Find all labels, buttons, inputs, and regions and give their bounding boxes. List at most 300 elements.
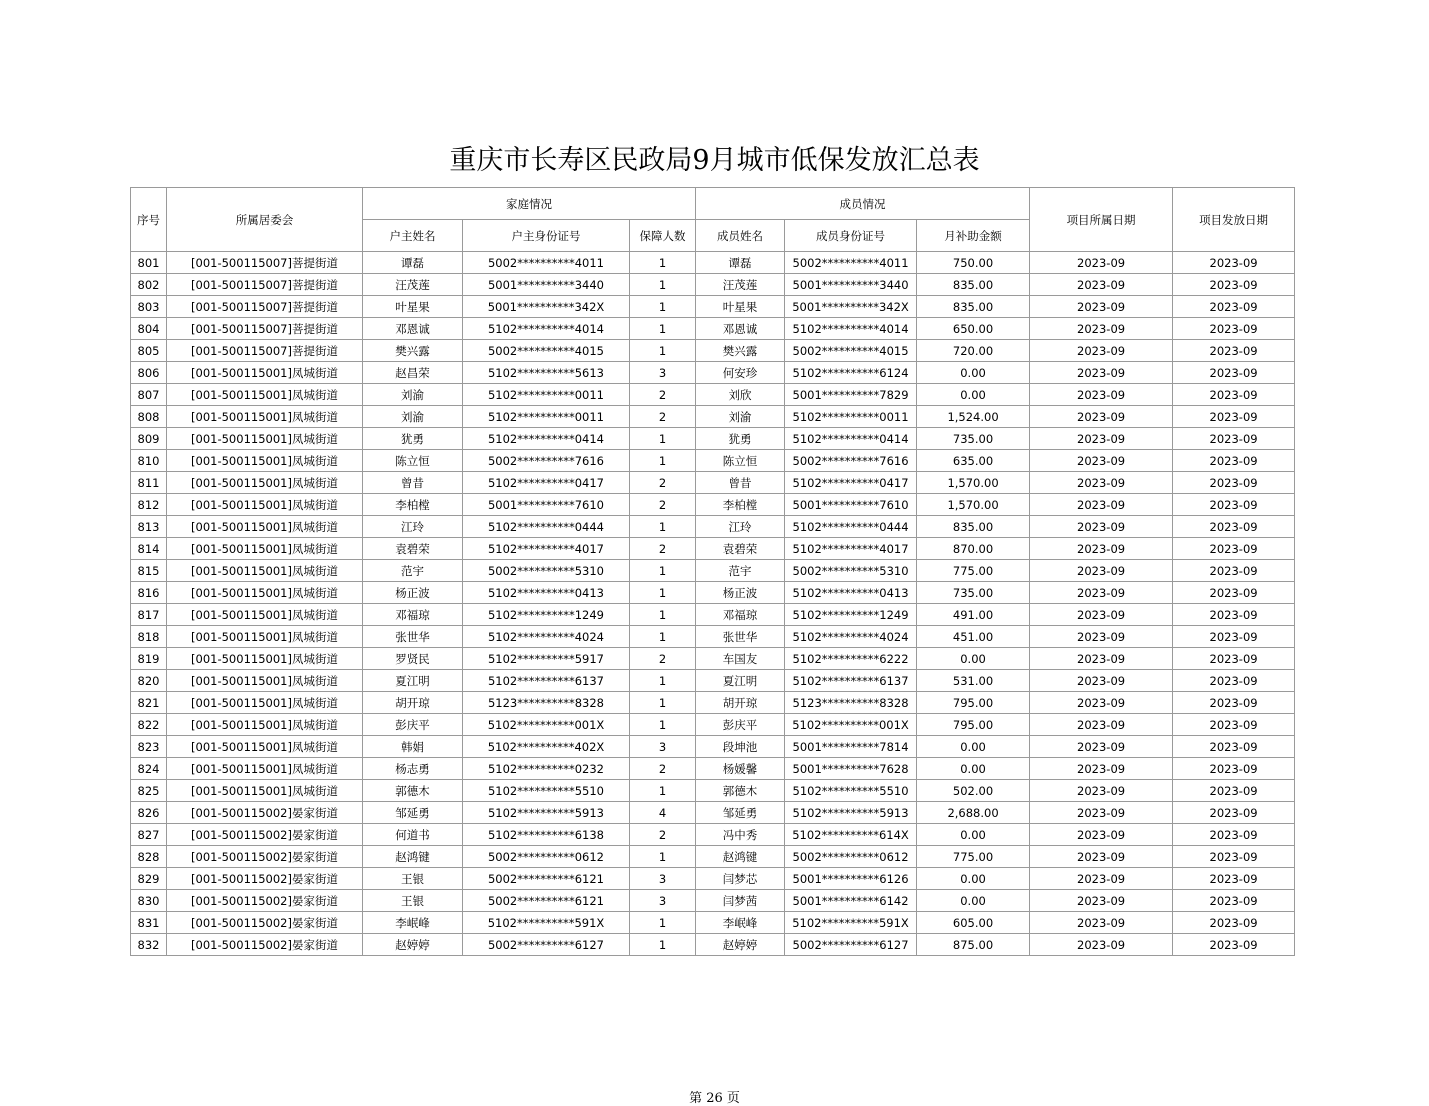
cell-member-id: 5001**********6142 [785, 890, 917, 912]
cell-project-date: 2023-09 [1030, 758, 1173, 780]
cell-project-date: 2023-09 [1030, 912, 1173, 934]
cell-project-date: 2023-09 [1030, 538, 1173, 560]
cell-seq: 804 [131, 318, 167, 340]
cell-member-id: 5102**********6137 [785, 670, 917, 692]
cell-seq: 810 [131, 450, 167, 472]
cell-project-date: 2023-09 [1030, 450, 1173, 472]
table-row [131, 340, 1295, 362]
cell-head-name: 范宇 [363, 560, 463, 582]
cell-project-date: 2023-09 [1030, 648, 1173, 670]
cell-member-name: 赵婷婷 [696, 934, 785, 956]
cell-count: 1 [630, 296, 696, 318]
cell-head-name: 刘渝 [363, 406, 463, 428]
cell-head-id: 5102**********5913 [463, 802, 630, 824]
table-row [131, 604, 1295, 626]
cell-member-name: 犹勇 [696, 428, 785, 450]
cell-seq: 815 [131, 560, 167, 582]
cell-head-id: 5102**********0011 [463, 384, 630, 406]
cell-project-date: 2023-09 [1030, 582, 1173, 604]
cell-amount: 735.00 [917, 582, 1030, 604]
cell-head-id: 5102**********6137 [463, 670, 630, 692]
cell-member-id: 5001**********7814 [785, 736, 917, 758]
cell-head-name: 邓恩诚 [363, 318, 463, 340]
cell-head-name: 胡开琼 [363, 692, 463, 714]
cell-member-name: 邹延勇 [696, 802, 785, 824]
cell-committee: [001-500115001]凤城街道 [167, 516, 363, 538]
cell-head-name: 李柏樘 [363, 494, 463, 516]
cell-head-name: 王银 [363, 868, 463, 890]
cell-project-date: 2023-09 [1030, 494, 1173, 516]
table-body [131, 252, 1295, 956]
cell-member-id: 5102**********5510 [785, 780, 917, 802]
cell-member-name: 彭庆平 [696, 714, 785, 736]
cell-head-id: 5002**********6121 [463, 868, 630, 890]
header-committee: 所属居委会 [167, 188, 363, 252]
cell-head-name: 曾昔 [363, 472, 463, 494]
cell-seq: 802 [131, 274, 167, 296]
header-head-name: 户主姓名 [363, 220, 463, 252]
cell-member-name: 李岷峰 [696, 912, 785, 934]
cell-amount: 1,524.00 [917, 406, 1030, 428]
cell-head-id: 5102**********0444 [463, 516, 630, 538]
cell-member-id: 5102**********0011 [785, 406, 917, 428]
cell-member-id: 5102**********4017 [785, 538, 917, 560]
cell-project-date: 2023-09 [1030, 890, 1173, 912]
cell-seq: 832 [131, 934, 167, 956]
cell-project-date: 2023-09 [1030, 340, 1173, 362]
cell-seq: 807 [131, 384, 167, 406]
header-head-id: 户主身份证号 [463, 220, 630, 252]
cell-member-name: 张世华 [696, 626, 785, 648]
cell-committee: [001-500115001]凤城街道 [167, 736, 363, 758]
cell-issue-date: 2023-09 [1173, 340, 1295, 362]
cell-committee: [001-500115002]晏家街道 [167, 868, 363, 890]
cell-project-date: 2023-09 [1030, 406, 1173, 428]
cell-committee: [001-500115007]菩提街道 [167, 296, 363, 318]
cell-amount: 0.00 [917, 890, 1030, 912]
allowance-table [130, 187, 1295, 956]
cell-project-date: 2023-09 [1030, 802, 1173, 824]
cell-project-date: 2023-09 [1030, 780, 1173, 802]
table-row [131, 450, 1295, 472]
cell-member-name: 陈立恒 [696, 450, 785, 472]
cell-head-id: 5102**********0417 [463, 472, 630, 494]
cell-amount: 0.00 [917, 736, 1030, 758]
cell-seq: 803 [131, 296, 167, 318]
cell-amount: 775.00 [917, 560, 1030, 582]
cell-committee: [001-500115001]凤城街道 [167, 626, 363, 648]
cell-committee: [001-500115001]凤城街道 [167, 362, 363, 384]
cell-project-date: 2023-09 [1030, 274, 1173, 296]
cell-member-name: 江玲 [696, 516, 785, 538]
cell-member-name: 谭磊 [696, 252, 785, 274]
cell-count: 1 [630, 428, 696, 450]
cell-head-name: 邹延勇 [363, 802, 463, 824]
cell-project-date: 2023-09 [1030, 428, 1173, 450]
cell-committee: [001-500115007]菩提街道 [167, 318, 363, 340]
cell-committee: [001-500115002]晏家街道 [167, 802, 363, 824]
cell-count: 2 [630, 824, 696, 846]
cell-seq: 806 [131, 362, 167, 384]
cell-committee: [001-500115001]凤城街道 [167, 450, 363, 472]
cell-count: 4 [630, 802, 696, 824]
cell-head-name: 叶星果 [363, 296, 463, 318]
cell-amount: 635.00 [917, 450, 1030, 472]
table-row [131, 692, 1295, 714]
table-row [131, 362, 1295, 384]
cell-project-date: 2023-09 [1030, 934, 1173, 956]
cell-issue-date: 2023-09 [1173, 692, 1295, 714]
table-row [131, 758, 1295, 780]
cell-head-id: 5002**********7616 [463, 450, 630, 472]
cell-member-id: 5102**********6222 [785, 648, 917, 670]
cell-issue-date: 2023-09 [1173, 318, 1295, 340]
cell-head-name: 赵婷婷 [363, 934, 463, 956]
cell-head-id: 5002**********6121 [463, 890, 630, 912]
cell-issue-date: 2023-09 [1173, 604, 1295, 626]
cell-count: 1 [630, 934, 696, 956]
cell-member-id: 5001**********342X [785, 296, 917, 318]
cell-amount: 835.00 [917, 516, 1030, 538]
cell-amount: 835.00 [917, 296, 1030, 318]
cell-project-date: 2023-09 [1030, 736, 1173, 758]
cell-count: 1 [630, 714, 696, 736]
cell-head-id: 5102**********4024 [463, 626, 630, 648]
cell-member-name: 闫梦芯 [696, 868, 785, 890]
cell-count: 1 [630, 670, 696, 692]
table-row [131, 626, 1295, 648]
cell-head-id: 5102**********1249 [463, 604, 630, 626]
cell-project-date: 2023-09 [1030, 714, 1173, 736]
cell-amount: 650.00 [917, 318, 1030, 340]
cell-head-id: 5102**********0414 [463, 428, 630, 450]
cell-head-id: 5001**********342X [463, 296, 630, 318]
cell-amount: 795.00 [917, 692, 1030, 714]
cell-issue-date: 2023-09 [1173, 670, 1295, 692]
cell-issue-date: 2023-09 [1173, 912, 1295, 934]
cell-member-name: 车国友 [696, 648, 785, 670]
cell-head-name: 张世华 [363, 626, 463, 648]
cell-count: 2 [630, 538, 696, 560]
cell-committee: [001-500115007]菩提街道 [167, 274, 363, 296]
cell-count: 1 [630, 340, 696, 362]
cell-seq: 818 [131, 626, 167, 648]
cell-amount: 870.00 [917, 538, 1030, 560]
cell-member-name: 邓福琼 [696, 604, 785, 626]
cell-issue-date: 2023-09 [1173, 428, 1295, 450]
header-issue-date: 项目发放日期 [1173, 188, 1295, 252]
cell-issue-date: 2023-09 [1173, 890, 1295, 912]
cell-issue-date: 2023-09 [1173, 802, 1295, 824]
cell-amount: 605.00 [917, 912, 1030, 934]
cell-project-date: 2023-09 [1030, 516, 1173, 538]
table-row [131, 582, 1295, 604]
cell-issue-date: 2023-09 [1173, 934, 1295, 956]
cell-head-name: 郭德木 [363, 780, 463, 802]
cell-member-name: 汪茂莲 [696, 274, 785, 296]
cell-committee: [001-500115001]凤城街道 [167, 604, 363, 626]
table-row [131, 516, 1295, 538]
table-header [131, 188, 1295, 252]
cell-member-id: 5002**********4015 [785, 340, 917, 362]
table-row [131, 384, 1295, 406]
table-row [131, 472, 1295, 494]
cell-head-id: 5002**********4011 [463, 252, 630, 274]
cell-project-date: 2023-09 [1030, 560, 1173, 582]
page-footer: 第 26 页 [689, 1091, 740, 1106]
cell-seq: 811 [131, 472, 167, 494]
cell-count: 1 [630, 780, 696, 802]
cell-issue-date: 2023-09 [1173, 758, 1295, 780]
cell-head-name: 杨志勇 [363, 758, 463, 780]
table-row [131, 428, 1295, 450]
cell-count: 3 [630, 736, 696, 758]
table-row [131, 252, 1295, 274]
cell-seq: 814 [131, 538, 167, 560]
cell-member-name: 刘欣 [696, 384, 785, 406]
cell-issue-date: 2023-09 [1173, 736, 1295, 758]
cell-head-name: 邓福琼 [363, 604, 463, 626]
cell-count: 2 [630, 472, 696, 494]
cell-count: 1 [630, 626, 696, 648]
cell-seq: 809 [131, 428, 167, 450]
cell-project-date: 2023-09 [1030, 318, 1173, 340]
cell-committee: [001-500115001]凤城街道 [167, 780, 363, 802]
cell-member-id: 5102**********4014 [785, 318, 917, 340]
cell-project-date: 2023-09 [1030, 670, 1173, 692]
cell-seq: 828 [131, 846, 167, 868]
cell-seq: 826 [131, 802, 167, 824]
cell-member-id: 5001**********7628 [785, 758, 917, 780]
cell-issue-date: 2023-09 [1173, 648, 1295, 670]
cell-committee: [001-500115002]晏家街道 [167, 912, 363, 934]
table-row [131, 670, 1295, 692]
cell-amount: 720.00 [917, 340, 1030, 362]
cell-amount: 0.00 [917, 824, 1030, 846]
cell-seq: 808 [131, 406, 167, 428]
cell-amount: 502.00 [917, 780, 1030, 802]
cell-member-id: 5102**********0444 [785, 516, 917, 538]
table-row [131, 538, 1295, 560]
cell-head-name: 赵鸿键 [363, 846, 463, 868]
cell-amount: 875.00 [917, 934, 1030, 956]
cell-amount: 491.00 [917, 604, 1030, 626]
cell-committee: [001-500115001]凤城街道 [167, 406, 363, 428]
table-row [131, 274, 1295, 296]
table-row [131, 318, 1295, 340]
cell-head-name: 汪茂莲 [363, 274, 463, 296]
cell-head-id: 5102**********402X [463, 736, 630, 758]
cell-amount: 750.00 [917, 252, 1030, 274]
cell-head-id: 5102**********5917 [463, 648, 630, 670]
cell-amount: 0.00 [917, 384, 1030, 406]
cell-head-id: 5102**********0413 [463, 582, 630, 604]
table-row [131, 296, 1295, 318]
cell-project-date: 2023-09 [1030, 252, 1173, 274]
cell-issue-date: 2023-09 [1173, 560, 1295, 582]
cell-member-id: 5002**********7616 [785, 450, 917, 472]
cell-seq: 821 [131, 692, 167, 714]
cell-project-date: 2023-09 [1030, 692, 1173, 714]
cell-member-id: 5102**********5913 [785, 802, 917, 824]
table-row [131, 934, 1295, 956]
cell-amount: 1,570.00 [917, 494, 1030, 516]
cell-project-date: 2023-09 [1030, 296, 1173, 318]
cell-issue-date: 2023-09 [1173, 472, 1295, 494]
cell-issue-date: 2023-09 [1173, 516, 1295, 538]
cell-amount: 531.00 [917, 670, 1030, 692]
cell-member-name: 曾昔 [696, 472, 785, 494]
cell-head-id: 5002**********6127 [463, 934, 630, 956]
header-seq: 序号 [131, 188, 167, 252]
cell-member-id: 5102**********591X [785, 912, 917, 934]
cell-member-id: 5001**********6126 [785, 868, 917, 890]
cell-head-id: 5002**********5310 [463, 560, 630, 582]
table-row [131, 560, 1295, 582]
table-row [131, 736, 1295, 758]
cell-member-name: 郭德木 [696, 780, 785, 802]
cell-member-id: 5102**********0417 [785, 472, 917, 494]
cell-member-name: 杨正波 [696, 582, 785, 604]
cell-issue-date: 2023-09 [1173, 538, 1295, 560]
cell-member-id: 5001**********3440 [785, 274, 917, 296]
cell-member-name: 段坤池 [696, 736, 785, 758]
header-amount: 月补助金额 [917, 220, 1030, 252]
cell-amount: 2,688.00 [917, 802, 1030, 824]
cell-committee: [001-500115001]凤城街道 [167, 472, 363, 494]
cell-head-id: 5102**********001X [463, 714, 630, 736]
cell-head-id: 5102**********4017 [463, 538, 630, 560]
cell-issue-date: 2023-09 [1173, 582, 1295, 604]
cell-project-date: 2023-09 [1030, 846, 1173, 868]
cell-head-name: 陈立恒 [363, 450, 463, 472]
cell-member-name: 何安珍 [696, 362, 785, 384]
cell-amount: 775.00 [917, 846, 1030, 868]
cell-head-name: 刘渝 [363, 384, 463, 406]
cell-head-name: 韩娟 [363, 736, 463, 758]
cell-count: 1 [630, 252, 696, 274]
cell-committee: [001-500115007]菩提街道 [167, 340, 363, 362]
cell-committee: [001-500115002]晏家街道 [167, 934, 363, 956]
cell-member-id: 5102**********1249 [785, 604, 917, 626]
table-row [131, 648, 1295, 670]
cell-issue-date: 2023-09 [1173, 846, 1295, 868]
table-row [131, 912, 1295, 934]
header-project-date: 项目所属日期 [1030, 188, 1173, 252]
cell-amount: 0.00 [917, 758, 1030, 780]
header-count: 保障人数 [630, 220, 696, 252]
cell-issue-date: 2023-09 [1173, 296, 1295, 318]
cell-amount: 451.00 [917, 626, 1030, 648]
cell-head-name: 杨正波 [363, 582, 463, 604]
cell-seq: 830 [131, 890, 167, 912]
cell-amount: 0.00 [917, 362, 1030, 384]
cell-seq: 824 [131, 758, 167, 780]
table-row [131, 824, 1295, 846]
cell-committee: [001-500115001]凤城街道 [167, 538, 363, 560]
cell-head-id: 5001**********7610 [463, 494, 630, 516]
cell-head-name: 袁碧荣 [363, 538, 463, 560]
cell-member-name: 赵鸿键 [696, 846, 785, 868]
cell-committee: [001-500115001]凤城街道 [167, 560, 363, 582]
table-row [131, 714, 1295, 736]
header-member-name: 成员姓名 [696, 220, 785, 252]
cell-count: 1 [630, 582, 696, 604]
cell-issue-date: 2023-09 [1173, 252, 1295, 274]
cell-member-id: 5123**********8328 [785, 692, 917, 714]
cell-head-id: 5102**********4014 [463, 318, 630, 340]
cell-count: 1 [630, 604, 696, 626]
cell-member-id: 5102**********001X [785, 714, 917, 736]
cell-issue-date: 2023-09 [1173, 450, 1295, 472]
header-member-group: 成员情况 [696, 188, 1030, 220]
cell-head-name: 王银 [363, 890, 463, 912]
table-row [131, 846, 1295, 868]
cell-count: 1 [630, 560, 696, 582]
cell-seq: 813 [131, 516, 167, 538]
cell-member-name: 叶星果 [696, 296, 785, 318]
cell-member-name: 范宇 [696, 560, 785, 582]
cell-committee: [001-500115002]晏家街道 [167, 890, 363, 912]
cell-member-name: 刘渝 [696, 406, 785, 428]
cell-member-id: 5002**********0612 [785, 846, 917, 868]
cell-member-name: 樊兴露 [696, 340, 785, 362]
table-row [131, 494, 1295, 516]
cell-seq: 823 [131, 736, 167, 758]
cell-head-name: 彭庆平 [363, 714, 463, 736]
cell-committee: [001-500115001]凤城街道 [167, 494, 363, 516]
cell-member-name: 冯中秀 [696, 824, 785, 846]
cell-count: 3 [630, 868, 696, 890]
cell-seq: 801 [131, 252, 167, 274]
cell-head-id: 5002**********4015 [463, 340, 630, 362]
cell-head-name: 赵昌荣 [363, 362, 463, 384]
cell-member-id: 5001**********7610 [785, 494, 917, 516]
cell-amount: 0.00 [917, 648, 1030, 670]
cell-member-name: 夏江明 [696, 670, 785, 692]
cell-committee: [001-500115001]凤城街道 [167, 714, 363, 736]
cell-committee: [001-500115001]凤城街道 [167, 384, 363, 406]
cell-member-id: 5102**********6124 [785, 362, 917, 384]
cell-member-name: 邓恩诚 [696, 318, 785, 340]
cell-count: 1 [630, 846, 696, 868]
cell-issue-date: 2023-09 [1173, 824, 1295, 846]
cell-head-name: 江玲 [363, 516, 463, 538]
cell-project-date: 2023-09 [1030, 384, 1173, 406]
cell-amount: 795.00 [917, 714, 1030, 736]
table-row [131, 868, 1295, 890]
cell-amount: 0.00 [917, 868, 1030, 890]
cell-seq: 827 [131, 824, 167, 846]
cell-project-date: 2023-09 [1030, 824, 1173, 846]
cell-count: 1 [630, 450, 696, 472]
header-member-id: 成员身份证号 [785, 220, 917, 252]
cell-count: 1 [630, 516, 696, 538]
cell-member-id: 5102**********0413 [785, 582, 917, 604]
cell-seq: 820 [131, 670, 167, 692]
cell-amount: 835.00 [917, 274, 1030, 296]
cell-seq: 825 [131, 780, 167, 802]
table-row [131, 802, 1295, 824]
cell-issue-date: 2023-09 [1173, 406, 1295, 428]
cell-committee: [001-500115002]晏家街道 [167, 824, 363, 846]
cell-issue-date: 2023-09 [1173, 626, 1295, 648]
cell-head-id: 5102**********6138 [463, 824, 630, 846]
cell-head-id: 5102**********5613 [463, 362, 630, 384]
cell-issue-date: 2023-09 [1173, 714, 1295, 736]
cell-committee: [001-500115001]凤城街道 [167, 692, 363, 714]
cell-count: 2 [630, 384, 696, 406]
